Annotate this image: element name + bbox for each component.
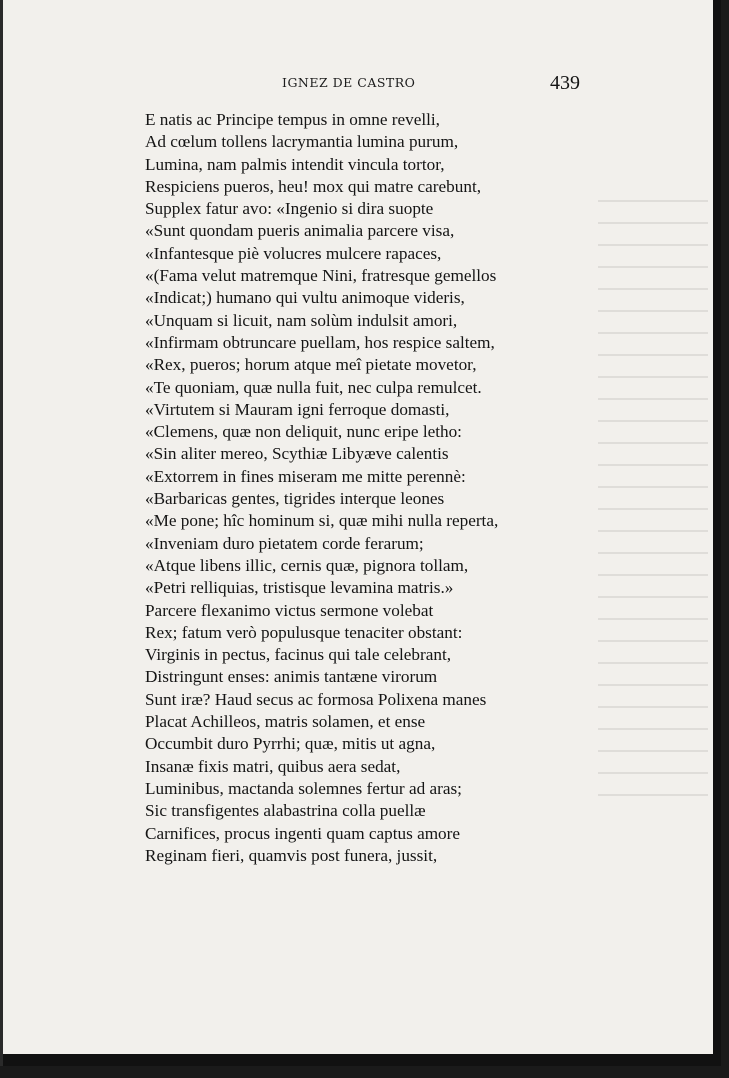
poem-line: Parcere flexanimo victus sermone volebat xyxy=(145,600,434,620)
poem-line: «Te quoniam, quæ nulla fuit, nec culpa remulcet. xyxy=(145,377,482,397)
poem-line: «Clemens, quæ non deliquit, nunc eripe letho: xyxy=(145,422,462,442)
poem-line: «Sin aliter mereo, Scythiæ Libyæve calentis xyxy=(145,444,449,464)
poem-line: «Inveniam duro pietatem corde ferarum; xyxy=(145,533,424,553)
page-header xyxy=(0,72,721,96)
poem-line: «Unquam si licuit, nam solùm indulsit amori, xyxy=(145,310,458,330)
poem-line: Sic transfigentes alabastrina colla puellæ xyxy=(145,801,426,821)
poem-line: «Infantesque piè volucres mulcere rapaces, xyxy=(145,243,442,263)
show-through-text xyxy=(598,200,708,800)
poem-line: Virginis in pectus, facinus qui tale celebrant, xyxy=(145,645,452,665)
poem-line: Ad cœlum tollens lacrymantia lumina purum, xyxy=(145,132,459,152)
poem-line: Placat Achilleos, matris solamen, et ense xyxy=(145,712,426,732)
poem-line: E natis ac Principe tempus in omne revelli, xyxy=(145,110,440,129)
poem-line: «Barbaricas gentes, tigrides interque leones xyxy=(145,489,445,509)
poem-line: Respiciens pueros, heu! mox qui matre carebunt, xyxy=(145,176,482,196)
poem-line: Distringunt enses: animis tantæne virorum xyxy=(145,667,438,687)
poem-line: «Atque libens illic, cernis quæ, pignora tollam, xyxy=(145,555,469,575)
poem-line: Reginam fieri, quamvis post funera, jussit, xyxy=(145,845,438,865)
poem-line: «Rex, pueros; horum atque meî pietate movetor, xyxy=(145,355,477,375)
poem-line: Carnifices, procus ingenti quam captus amore xyxy=(145,823,461,843)
poem-line: Occumbit duro Pyrrhi; quæ, mitis ut agna, xyxy=(145,734,436,754)
poem-line: «Sunt quondam pueris animalia parcere visa, xyxy=(145,221,455,241)
running-title: IGNEZ DE CASTRO xyxy=(282,75,416,90)
poem-line: «Infirmam obtruncare puellam, hos respice saltem, xyxy=(145,332,495,352)
poem-line: Rex; fatum verò populusque tenaciter obstant: xyxy=(145,622,463,642)
poem-line: Sunt iræ? Haud secus ac formosa Polixena manes xyxy=(145,689,487,709)
poem-line: Lumina, nam palmis intendit vincula tortor, xyxy=(145,154,445,174)
poem-line: «Virtutem si Mauram igni ferroque domasti, xyxy=(145,399,450,419)
poem-line: Supplex fatur avo: «Ingenio si dira suopte xyxy=(145,199,434,219)
poem-line: «Petri relliquias, tristisque levamina matris.» xyxy=(145,578,454,598)
poem-line: «(Fama velut matremque Nini, fratresque gemellos xyxy=(145,266,497,286)
poem-line: Luminibus, mactanda solemnes fertur ad aras; xyxy=(145,778,462,798)
page-number: 439 xyxy=(550,72,580,94)
poem-line: «Indicat;) humano qui vultu animoque videris, xyxy=(145,288,465,308)
poem-line: «Me pone; hîc hominum si, quæ mihi nulla reperta, xyxy=(145,511,499,531)
poem-body xyxy=(145,109,575,867)
poem-line: «Extorrem in fines miseram me mitte perennè: xyxy=(145,466,466,486)
poem-line: Insanæ fixis matri, quibus aera sedat, xyxy=(145,756,401,776)
page-edge xyxy=(0,0,3,1066)
